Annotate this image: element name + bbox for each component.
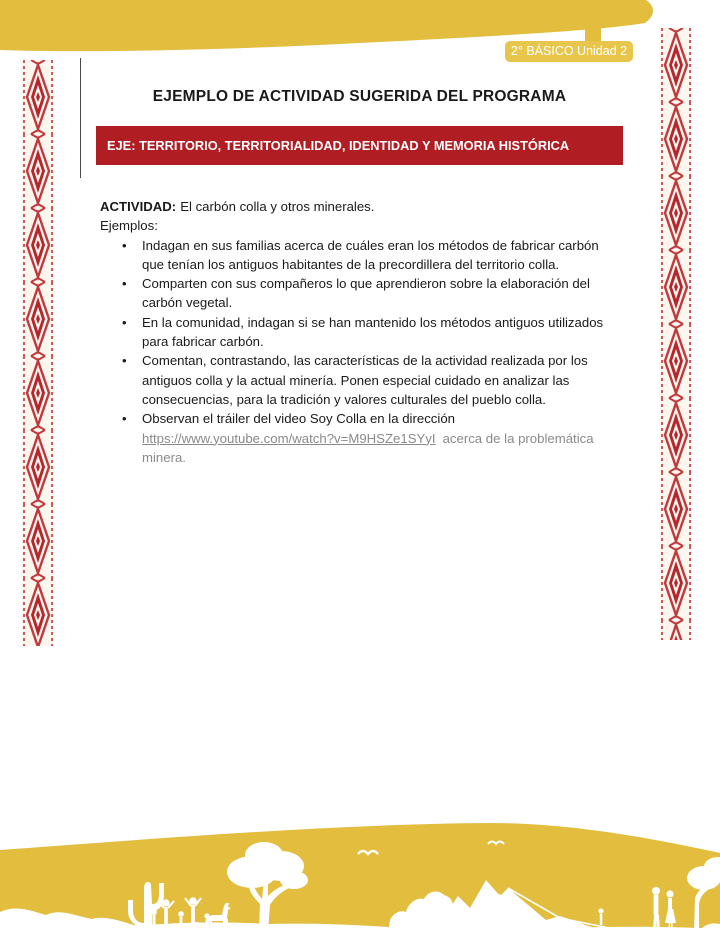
- footer-landscape-illustration: [0, 820, 720, 932]
- bullet-item-3: • En la comunidad, indagan si se han mantenido los métodos antiguos utilizados para fabricar carbón.: [100, 313, 624, 352]
- unit-badge: 2° BÁSICO Unidad 2: [505, 41, 633, 62]
- bullet-item-1: • Indagan en sus familias acerca de cuáles eran los métodos de fabricar carbón que tenían los antiguos habitantes de la precordillera del territorio colla.: [100, 236, 624, 275]
- page-title: EJEMPLO DE ACTIVIDAD SUGERIDA DEL PROGRAMA: [152, 88, 567, 105]
- bullet-item-4: • Comentan, contrastando, las características de la actividad realizada por los antiguos colla y la actual minería. Ponen especial cuidado en analizar las consecuencias, para la tradición y valores culturales del pueblo colla.: [100, 351, 624, 409]
- video-bullet-line2: [142, 429, 624, 468]
- eje-banner: [96, 126, 623, 165]
- bullet-item-2: • Comparten con sus compañeros lo que aprendieron sobre la elaboración del carbón vegetal.: [100, 274, 624, 313]
- video-bullet-intro: • Observan el tráiler del video Soy Colla en la dirección: [142, 411, 455, 427]
- scan-frame-line: [80, 58, 81, 178]
- activity-paragraph: [100, 197, 624, 216]
- right-textile-border: [660, 28, 692, 640]
- footer-yellow-wave: [0, 823, 720, 932]
- examples-label: Ejemplos:: [100, 218, 158, 234]
- eje-banner-label: EJE: TERRITORIO, TERRITORIALIDAD, IDENTIDAD Y MEMORIA HISTÓRICA: [107, 138, 570, 153]
- activity-label: ACTIVIDAD:: [100, 199, 177, 214]
- activity-text: El carbón colla y otros minerales.: [180, 199, 375, 214]
- left-textile-border: [22, 60, 54, 646]
- activity-body: [100, 197, 624, 467]
- video-bullet-suffix: acerca de la problemática minera.: [142, 430, 594, 465]
- examples-bullet-list: [100, 236, 624, 468]
- video-link[interactable]: https://www.youtube.com/watch?v=M9HSZe1SYyI: [142, 430, 436, 446]
- bullet-item-video: [100, 409, 624, 467]
